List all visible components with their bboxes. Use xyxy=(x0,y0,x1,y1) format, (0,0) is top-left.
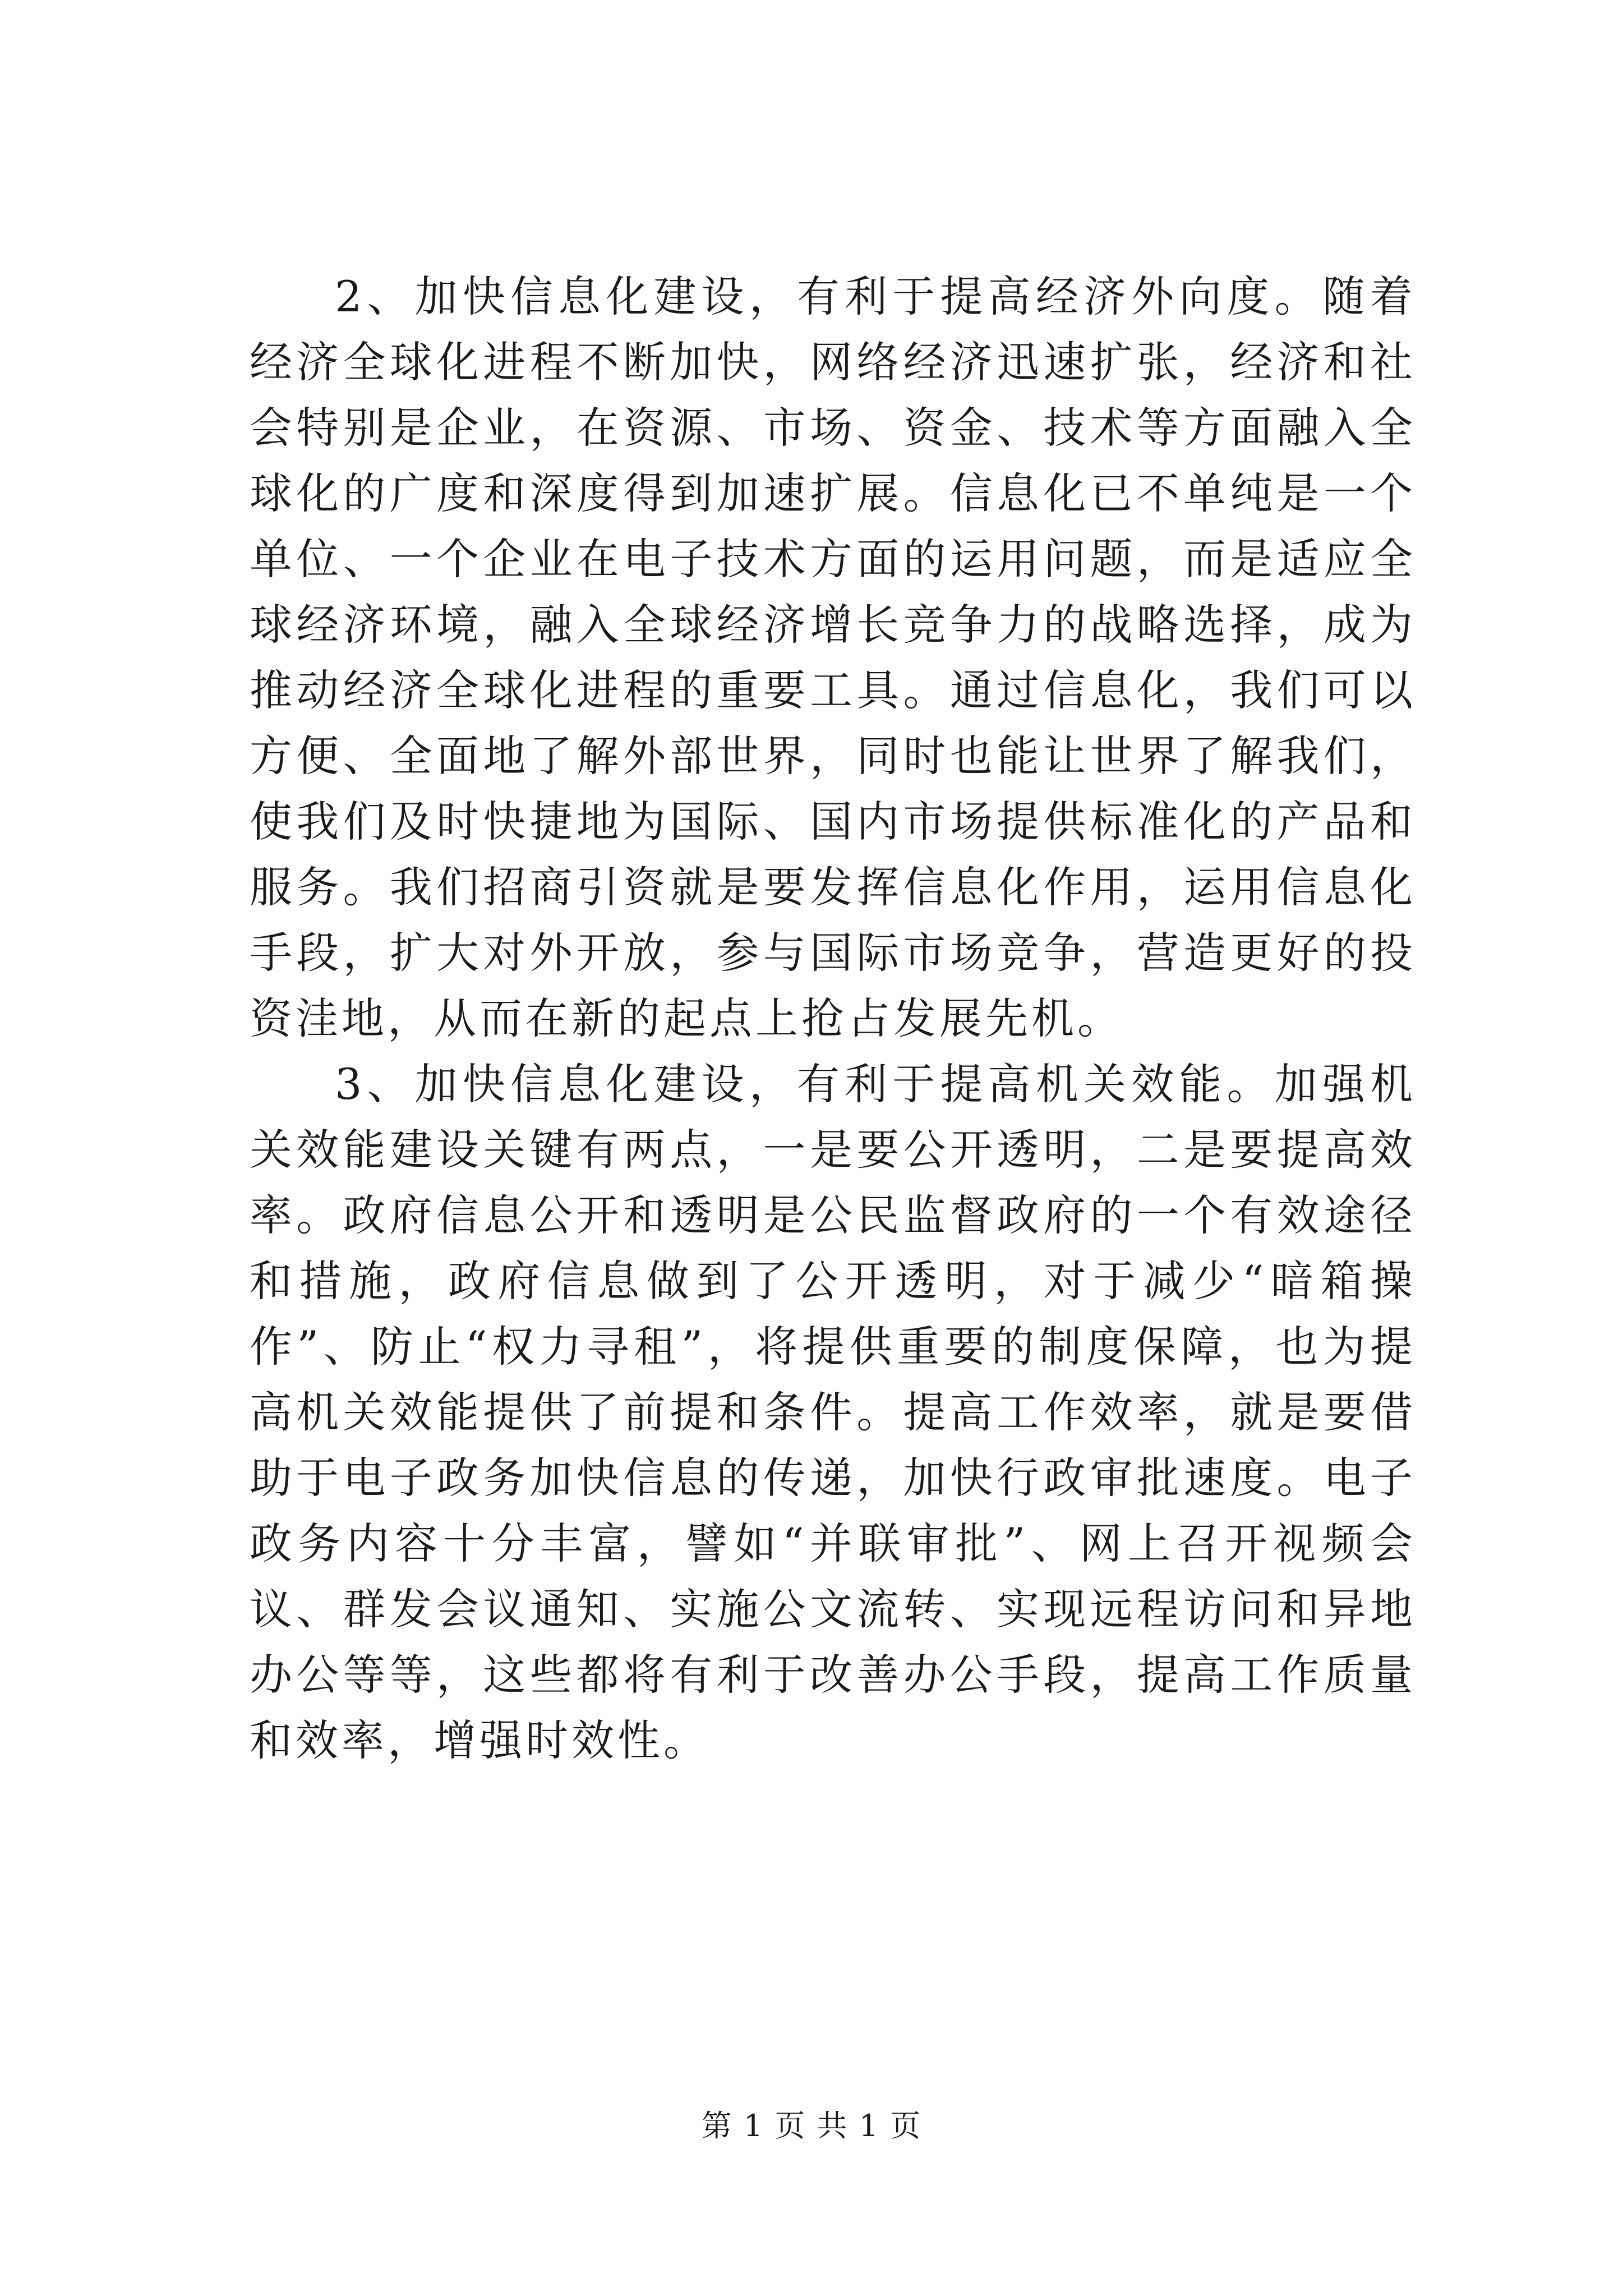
paragraph-2: 2、加快信息化建设，有利于提高经济外向度。随着经济全球化进程不断加快，网络经济迅速扩张，经济和社会特别是企业，在资源、市场、资金、技术等方面融入全球化的广度和深度得到加速扩展。信息化已不单纯是一个单位、一个企业在电子技术方面的运用问题，而是适应全球经济环境，融入全球经济增长竞争力的战略选择，成为推动经济全球化进程的重要工具。通过信息化，我们可以方便、全面地了解外部世界，同时也能让世界了解我们，使我们及时快捷地为国际、国内市场提供标准化的产品和服务。我们招商引资就是要发挥信息化作用，运用信息化手段，扩大对外开放，参与国际市场竞争，营造更好的投资洼地，从而在新的起点上抢占发展先机。 xyxy=(250,272,1416,1043)
page-footer: 第 1 页 共 1 页 xyxy=(701,2108,922,2143)
document-body xyxy=(250,264,1416,1773)
paragraph-3: 3、加快信息化建设，有利于提高机关效能。加强机关效能建设关键有两点，一是要公开透明，二是要提高效率。政府信息公开和透明是公民监督政府的一个有效途径和措施，政府信息做到了公开透明，对于减少“暗箱操作”、防止“权力寻租”，将提供重要的制度保障，也为提高机关效能提供了前提和条件。提高工作效率，就是要借助于电子政务加快信息的传递，加快行政审批速度。电子政务内容十分丰富，譬如“并联审批”、网上召开视频会议、群发会议通知、实施公文流转、实现远程访问和异地办公等等，这些都将有利于改善办公手段，提高工作质量和效率，增强时效性。 xyxy=(250,1059,1416,1765)
